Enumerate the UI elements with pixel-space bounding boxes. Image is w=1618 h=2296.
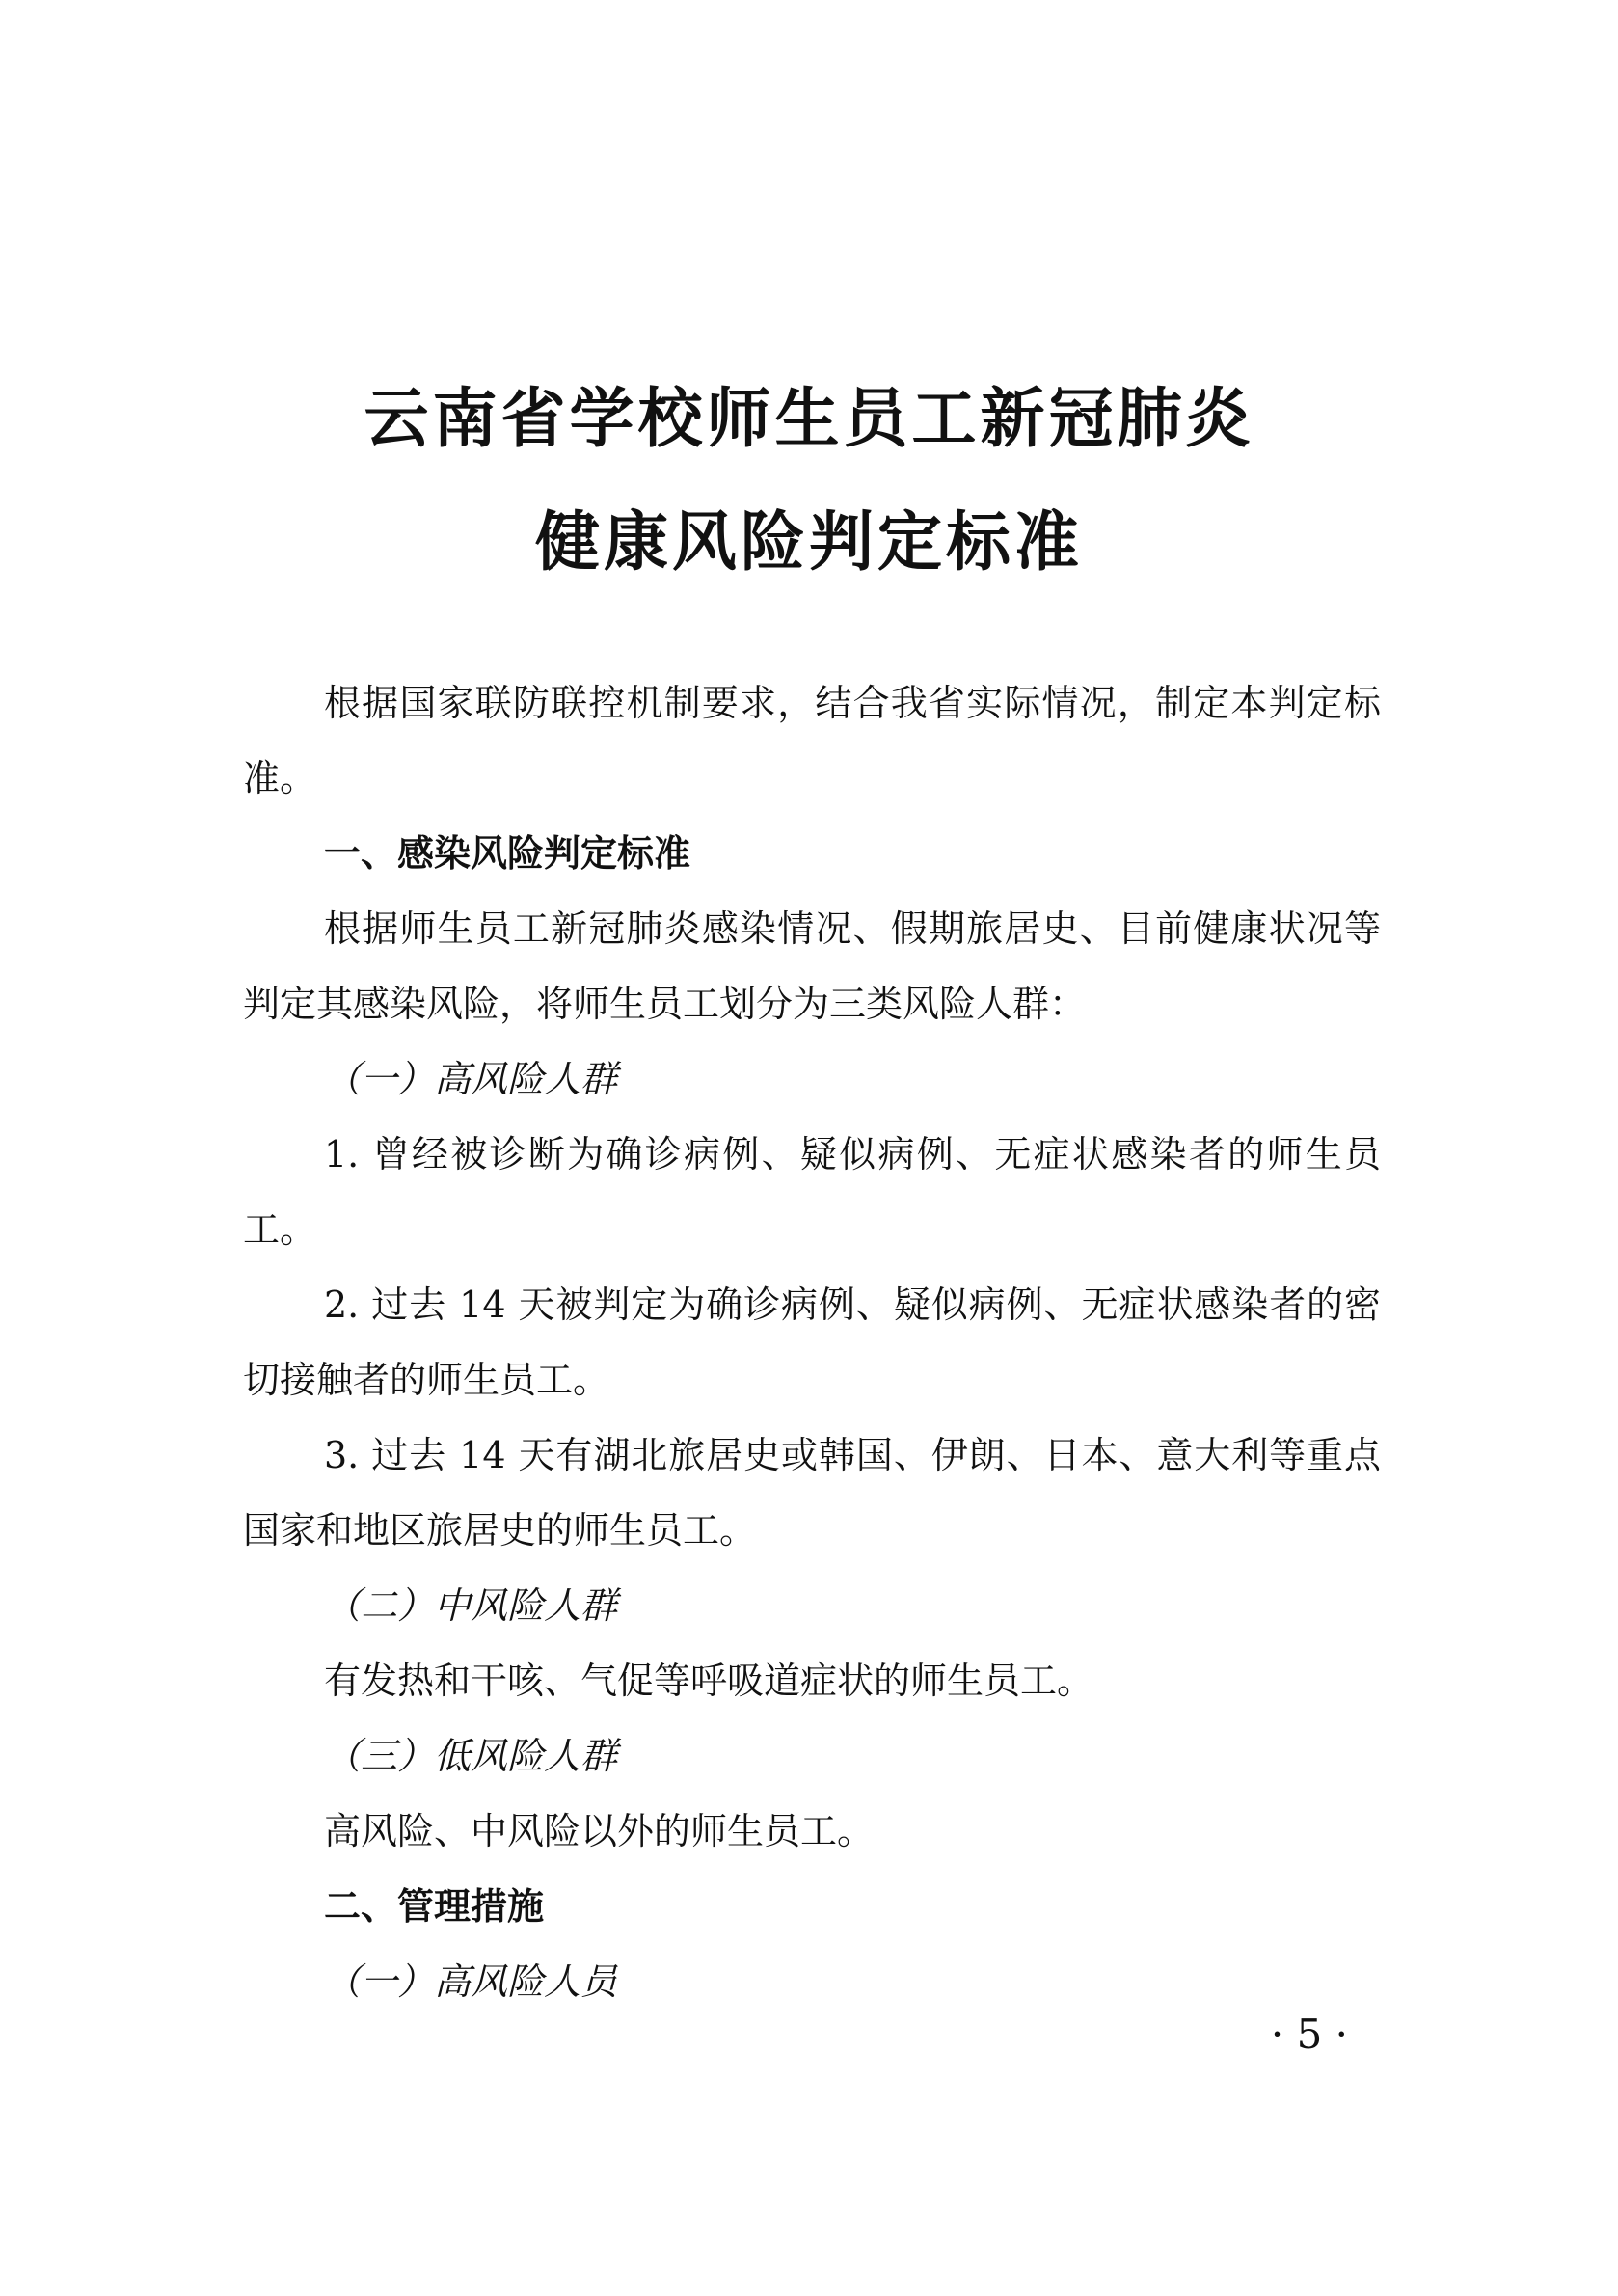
medium-risk-heading: （二）中风险人群 — [324, 1584, 618, 1627]
page-number: · 5 · — [1270, 2011, 1348, 2058]
high-risk-item-1: 1. 曾经被诊断为确诊病例、疑似病例、无症状感染者的师生员工。 — [243, 1133, 1381, 1251]
medium-risk-text: 有发热和干咳、气促等呼吸道症状的师生员工。 — [324, 1660, 1094, 1702]
section-2-sub-1: （一）高风险人员 — [324, 1960, 618, 2003]
document-title — [0, 357, 1618, 604]
intro-paragraph: 根据国家联防联控机制要求，结合我省实际情况，制定本判定标准。 — [243, 682, 1381, 799]
section-1-paragraph: 根据师生员工新冠肺炎感染情况、假期旅居史、目前健康状况等判定其感染风险，将师生员工划分为三类风险人群： — [243, 907, 1381, 1025]
high-risk-heading: （一）高风险人群 — [324, 1058, 618, 1100]
document-body — [243, 665, 1381, 2019]
low-risk-text: 高风险、中风险以外的师生员工。 — [324, 1810, 875, 1852]
section-1-heading: 一、感染风险判定标准 — [324, 832, 691, 875]
high-risk-item-2: 2. 过去 14 天被判定为确诊病例、疑似病例、无症状感染者的密切接触者的师生员工。 — [243, 1283, 1381, 1401]
low-risk-heading: （三）低风险人群 — [324, 1735, 618, 1777]
high-risk-item-3: 3. 过去 14 天有湖北旅居史或韩国、伊朗、日本、意大利等重点国家和地区旅居史的师生员工。 — [243, 1434, 1381, 1552]
section-2-heading: 二、管理措施 — [324, 1885, 545, 1928]
title-line-2: 健康风险判定标准 — [535, 504, 1083, 580]
title-line-1: 云南省学校师生员工新冠肺炎 — [364, 381, 1254, 456]
